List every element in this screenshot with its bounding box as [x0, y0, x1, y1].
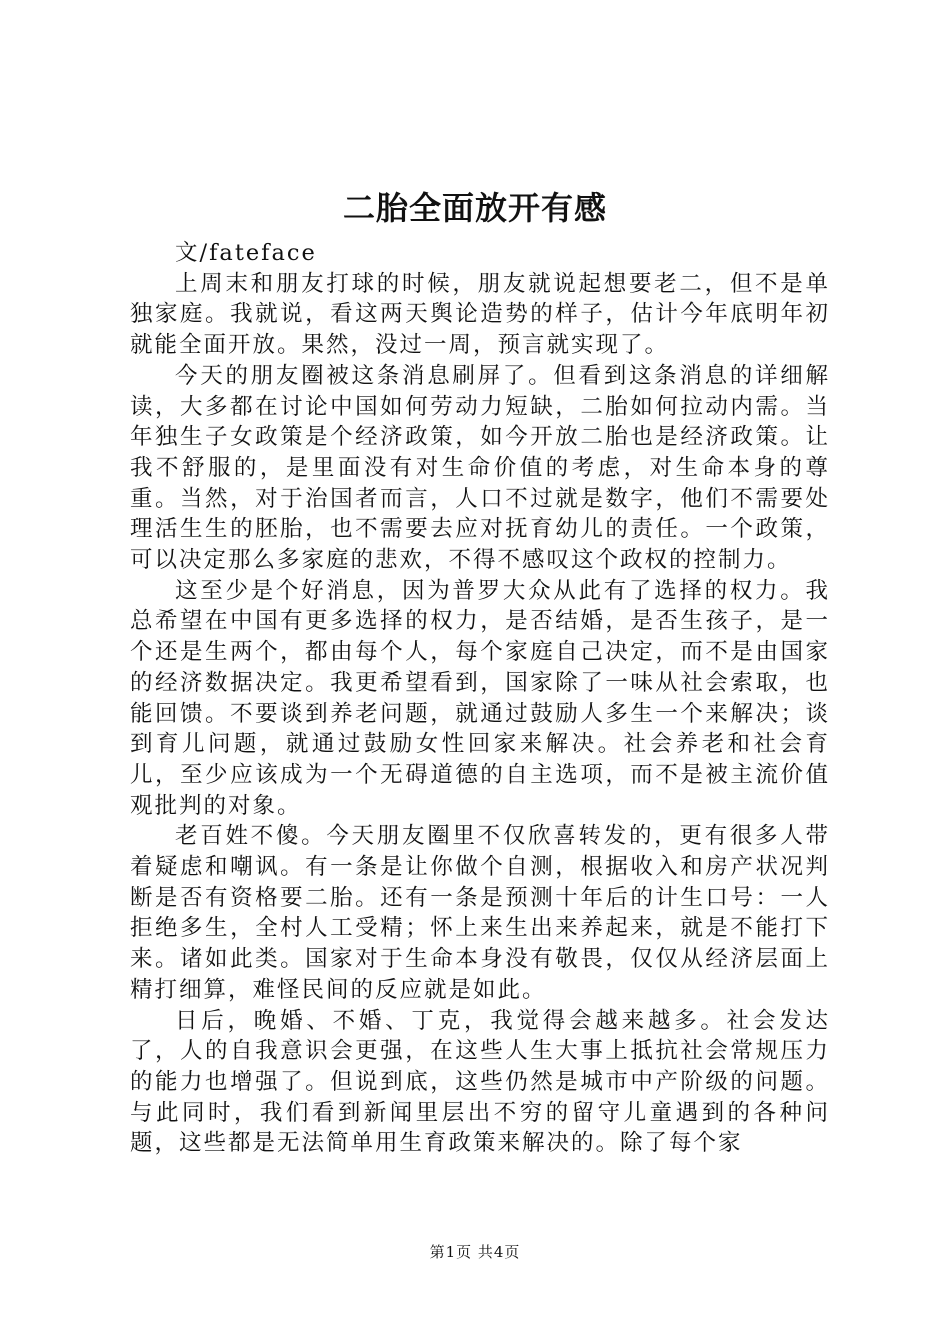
paragraph-3: 这至少是个好消息，因为普罗大众从此有了选择的权力。我总希望在中国有更多选择的权力，是否结婚，是否生孩子，是一个还是生两个，都由每个人，每个家庭自己决定，而不是由国家的经济数据决定。我更希望看到，国家除了一味从社会索取，也能回馈。不要谈到养老问题，就通过鼓励人多生一个来解决；谈到育儿问题，就通过鼓励女性回家来解决。社会养老和社会育儿，至少应该成为一个无碍道德的自主选项，而不是被主流价值观批判的对象。: [130, 577, 830, 819]
paragraph-1: 上周末和朋友打球的时候，朋友就说起想要老二，但不是单独家庭。我就说，看这两天舆论造势的样子，估计今年底明年初就能全面开放。果然，没过一周，预言就实现了。: [130, 270, 830, 359]
paragraph-4: 老百姓不傻。今天朋友圈里不仅欣喜转发的，更有很多人带着疑虑和嘲讽。有一条是让你做个自测，根据收入和房产状况判断是否有资格要二胎。还有一条是预测十年后的计生口号：一人拒绝多生，全村人工受精；怀上来生出来养起来，就是不能打下来。诸如此类。国家对于生命本身没有敬畏，仅仅从经济层面上精打细算，难怪民间的反应就是如此。: [130, 823, 830, 1003]
page-title: 二胎全面放开有感: [342, 189, 607, 227]
author-line: 文/fateface: [175, 240, 317, 266]
paragraph-2: 今天的朋友圈被这条消息刷屏了。但看到这条消息的详细解读，大多都在讨论中国如何劳动力短缺，二胎如何拉动内需。当年独生子女政策是个经济政策，如今开放二胎也是经济政策。让我不舒服的，是里面没有对生命价值的考虑，对生命本身的尊重。当然，对于治国者而言，人口不过就是数字，他们不需要处理活生生的胚胎，也不需要去应对抚育幼儿的责任。一个政策，可以决定那么多家庭的悲欢，不得不感叹这个政权的控制力。: [130, 362, 830, 574]
article-body: [130, 238, 830, 1159]
paragraph-5: 日后，晚婚、不婚、丁克，我觉得会越来越多。社会发达了，人的自我意识会更强，在这些人生大事上抵抗社会常规压力的能力也增强了。但说到底，这些仍然是城市中产阶级的问题。与此同时，我们看到新闻里层出不穷的留守儿童遇到的各种问题，这些都是无法简单用生育政策来解决的。除了每个家: [130, 1007, 830, 1157]
page-number-footer: 第1页 共4页: [429, 1243, 521, 1261]
